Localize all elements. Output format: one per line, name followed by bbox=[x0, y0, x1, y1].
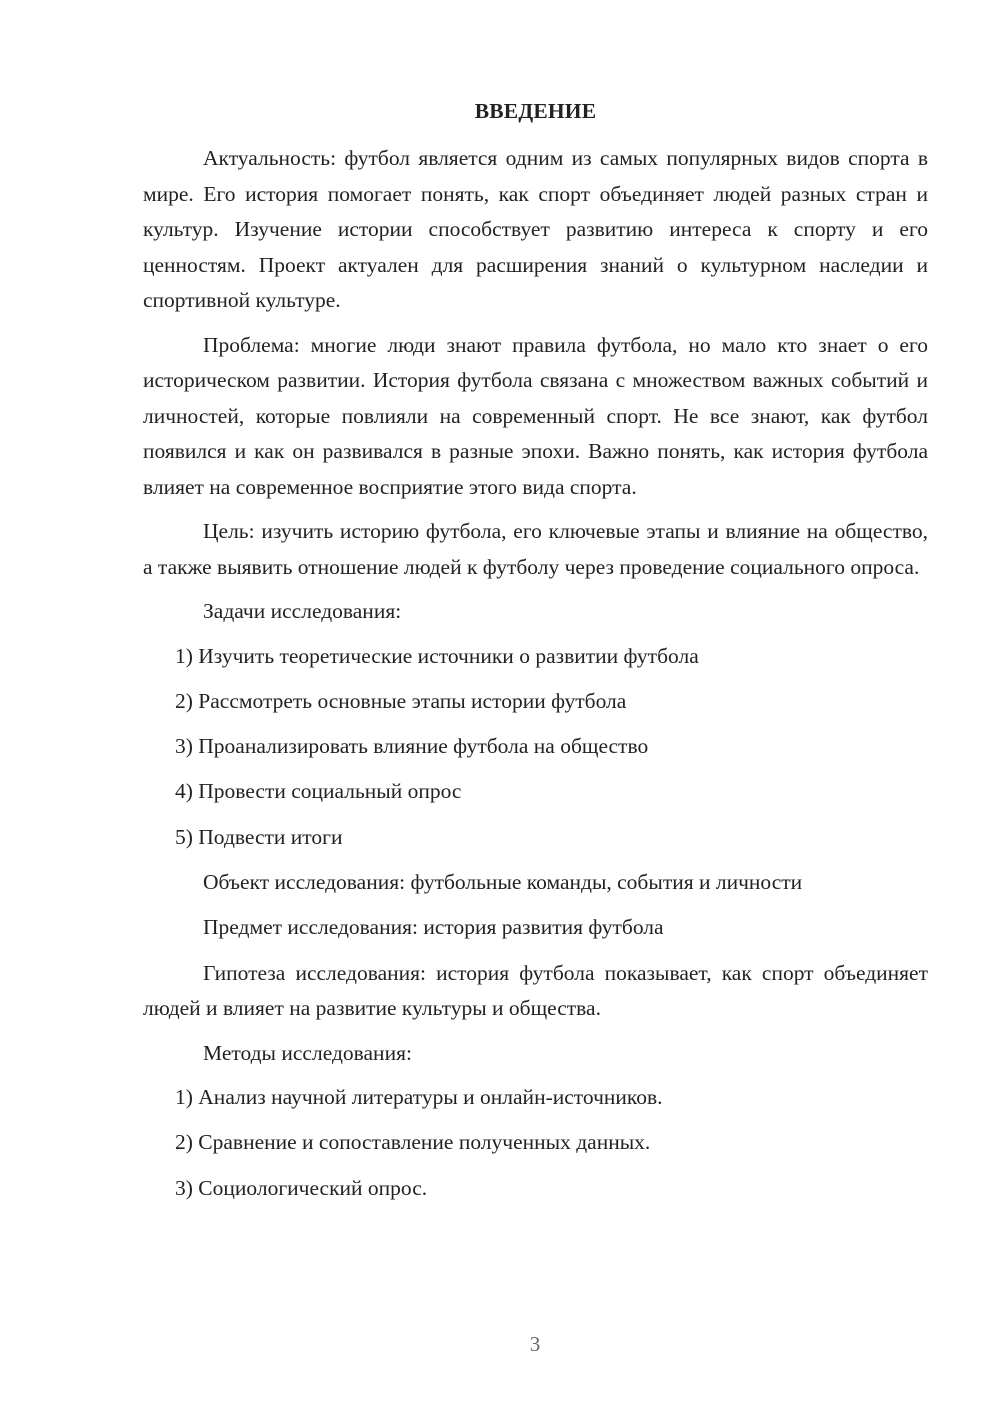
method-item: 3) Социологический опрос. bbox=[175, 1175, 428, 1200]
tasks-heading: Задачи исследования: bbox=[203, 599, 402, 623]
method-item: 2) Сравнение и сопоставление полученных данных. bbox=[175, 1130, 651, 1155]
problem-paragraph: Проблема: многие люди знают правила футбола, но мало кто знает о его историческом развитии. История футбола связана с множеством важных событий и личностей, которые повлияли на современный спорт. Не все знают, как футбол появился и как он развивался в разные эпохи. Важно понять, как история футбола влияет на современное восприятие этого вида спорта. bbox=[143, 332, 928, 499]
task-item: 2) Рассмотреть основные этапы истории футбола bbox=[175, 688, 627, 713]
section-title: ВВЕДЕНИЕ bbox=[474, 99, 597, 123]
task-item: 5) Подвести итоги bbox=[175, 824, 343, 849]
task-item: 4) Провести социальный опрос bbox=[175, 779, 462, 804]
relevance-paragraph: Актуальность: футбол является одним из самых популярных видов спорта в мире. Его история помогает понять, как спорт объединяет людей разных стран и культур. Изучение истории способствует развитию интереса к спорту и его ценностям. Проект актуален для расширения знаний о культурном наследии и спортивной культуре. bbox=[143, 146, 928, 312]
page-number: 3 bbox=[529, 1332, 541, 1356]
methods-list bbox=[143, 1080, 928, 1206]
research-subject: Предмет исследования: история развития футбола bbox=[203, 915, 664, 940]
document-page bbox=[143, 96, 928, 1216]
methods-heading: Методы исследования: bbox=[203, 1040, 412, 1065]
task-item: 3) Проанализировать влияние футбола на общество bbox=[175, 734, 649, 759]
task-item: 1) Изучить теоретические источники о развитии футбола bbox=[175, 643, 699, 668]
research-object: Объект исследования: футбольные команды, события и личности bbox=[203, 869, 803, 894]
hypothesis-paragraph: Гипотеза исследования: история футбола показывает, как спорт объединяет людей и влияет на развитие культуры и общества. bbox=[143, 960, 928, 1021]
goal-paragraph: Цель: изучить историю футбола, его ключевые этапы и влияние на общество, а также выявить отношение людей к футболу через проведение социального опроса. bbox=[143, 519, 928, 579]
tasks-list bbox=[143, 639, 928, 856]
method-item: 1) Анализ научной литературы и онлайн-источников. bbox=[175, 1085, 663, 1110]
